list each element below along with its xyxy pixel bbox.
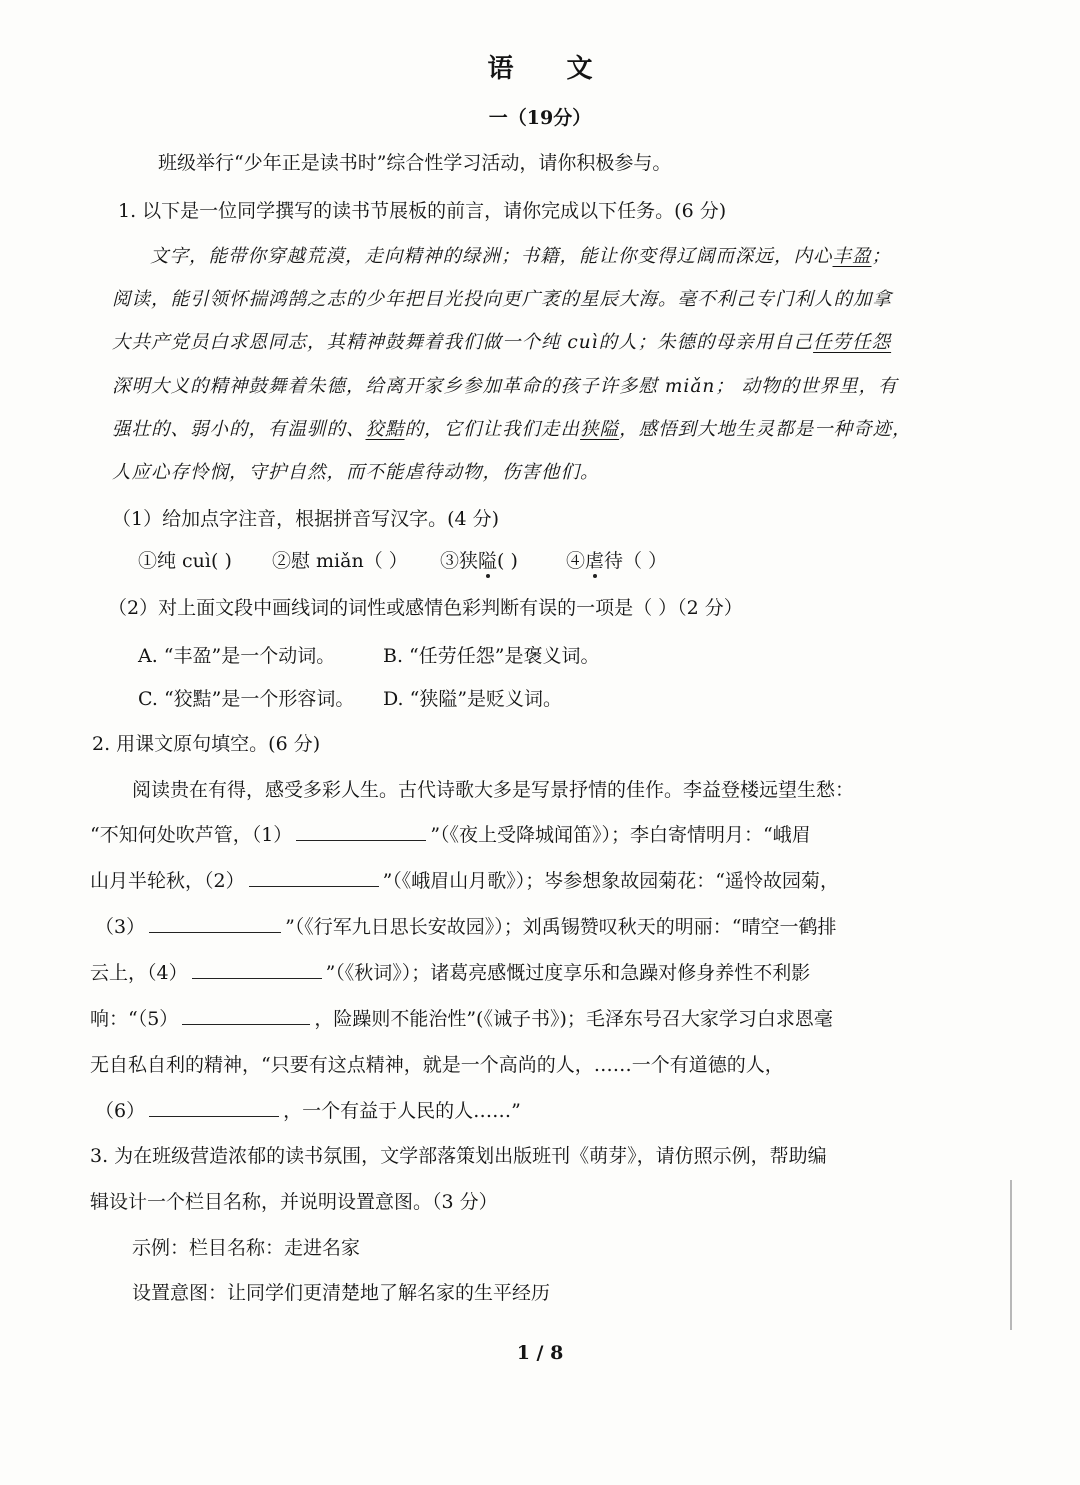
- passage-line-1: 文字，能带你穿越荒漠，走向精神的绿洲；书籍，能让你变得辽阔而深远，内心丰盈；: [150, 246, 892, 267]
- q2-line-8: （6） ，一个有益于人民的人……”: [95, 1100, 521, 1122]
- page-number: 1 / 8: [516, 1342, 564, 1364]
- underlined-word-jiaoxia: 狡黠: [365, 419, 405, 440]
- intro-text: 班级举行“少年正是读书时”综合性学习活动，请你积极参与。: [158, 152, 672, 174]
- fill-blank-3[interactable]: [149, 914, 281, 933]
- q1-sub2-stem: （2）对上面文段中画线词的词性或感情色彩判断有误的一项是（ ）（2 分）: [108, 597, 743, 619]
- q1-sub1-item-4: ④虐待（ ）: [566, 550, 668, 572]
- q1-sub1-item-1: ①纯 cuì( ): [138, 550, 232, 572]
- fill-blank-6[interactable]: [149, 1098, 279, 1117]
- q3-example: 示例：栏目名称：走进名家: [132, 1237, 361, 1259]
- option-d: D. “狭隘”是贬义词。: [383, 688, 563, 710]
- q1-sub1-item-2: ②慰 miǎn（ ）: [272, 550, 408, 572]
- q2-stem: 2. 用课文原句填空。(6 分): [92, 733, 321, 755]
- q2-line-4: （3） ”（《行军九日思长安故园》）；刘禹锡赞叹秋天的明丽：“晴空一鹤排: [95, 916, 837, 938]
- fill-blank-4[interactable]: [192, 960, 322, 979]
- q2-line-3: 山月半轮秋，（2） ”（《峨眉山月歌》）；岑参想象故园菊花：“遥怜故园菊，: [90, 870, 840, 892]
- underlined-word-xiaai: 狭隘: [580, 419, 620, 440]
- dotted-char-nue: 虐: [585, 550, 605, 572]
- q2-line-2: “不知何处吹芦管，（1） ”（《夜上受降城闻笛》）；李白寄情明月：“峨眉: [90, 824, 811, 846]
- page-title: 语 文: [487, 54, 615, 84]
- q2-line-6: 响：“（5） ，险躁则不能治性”(《诫子书》)；毛泽东号召大家学习白求恩毫: [90, 1008, 833, 1030]
- option-b: B. “任劳任怨”是褒义词。: [383, 645, 600, 667]
- fill-blank-5[interactable]: [182, 1006, 310, 1025]
- dotted-char-ai: 隘: [478, 550, 498, 572]
- q1-sub1-item-3: ③狭隘( ): [440, 550, 518, 572]
- passage-line-3: 大共产党员白求恩同志，其精神鼓舞着我们做一个纯 cuì的人；朱德的母亲用自己任劳任怨: [112, 332, 892, 353]
- underlined-word-fengying: 丰盈: [832, 246, 872, 267]
- section-title: 一（19分）: [488, 107, 592, 129]
- q2-line-5: 云上，（4） ”（《秋词》）；诸葛亮感慨过度享乐和急躁对修身养性不利影: [90, 962, 811, 984]
- q1-sub1-stem: （1）给加点字注音，根据拼音写汉字。(4 分): [112, 508, 500, 530]
- underlined-word-renlao: 任劳任怨: [813, 332, 892, 353]
- q3-line-1: 3. 为在班级营造浓郁的读书氛围，文学部落策划出版班刊《萌芽》，请仿照示例，帮助编: [90, 1145, 827, 1167]
- q2-line-1: 阅读贵在有得，感受多彩人生。古代诗歌大多是写景抒情的佳作。李益登楼远望生愁：: [132, 779, 855, 801]
- passage-line-2: 阅读，能引领怀揣鸿鹄之志的少年把目光投向更广袤的星辰大海。毫不利己专门利人的加拿: [112, 289, 893, 310]
- passage-line-4: 深明大义的精神鼓舞着朱德，给离开家乡参加革命的孩子许多慰 miǎn； 动物的世界里，有: [112, 376, 898, 397]
- scan-edge-mark: [1010, 1180, 1012, 1330]
- fill-blank-2[interactable]: [249, 868, 379, 887]
- option-a: A. “丰盈”是一个动词。: [138, 645, 336, 667]
- fill-blank-1[interactable]: [296, 822, 426, 841]
- q3-line-2: 辑设计一个栏目名称，并说明设置意图。（3 分）: [90, 1191, 498, 1213]
- passage-line-5: 强壮的、弱小的，有温驯的、狡黠的，它们让我们走出狭隘，感悟到大地生灵都是一种奇迹，: [112, 419, 912, 440]
- q3-intent: 设置意图：让同学们更清楚地了解名家的生平经历: [132, 1282, 551, 1304]
- q2-line-7: 无自私自利的精神，“只要有这点精神，就是一个高尚的人，……一个有道德的人，: [90, 1054, 784, 1076]
- q1-stem: 1. 以下是一位同学撰写的读书节展板的前言，请你完成以下任务。(6 分): [118, 200, 727, 222]
- passage-line-6: 人应心存怜悯，守护自然，而不能虐待动物，伤害他们。: [112, 462, 600, 483]
- option-c: C. “狡黠”是一个形容词。: [138, 688, 355, 710]
